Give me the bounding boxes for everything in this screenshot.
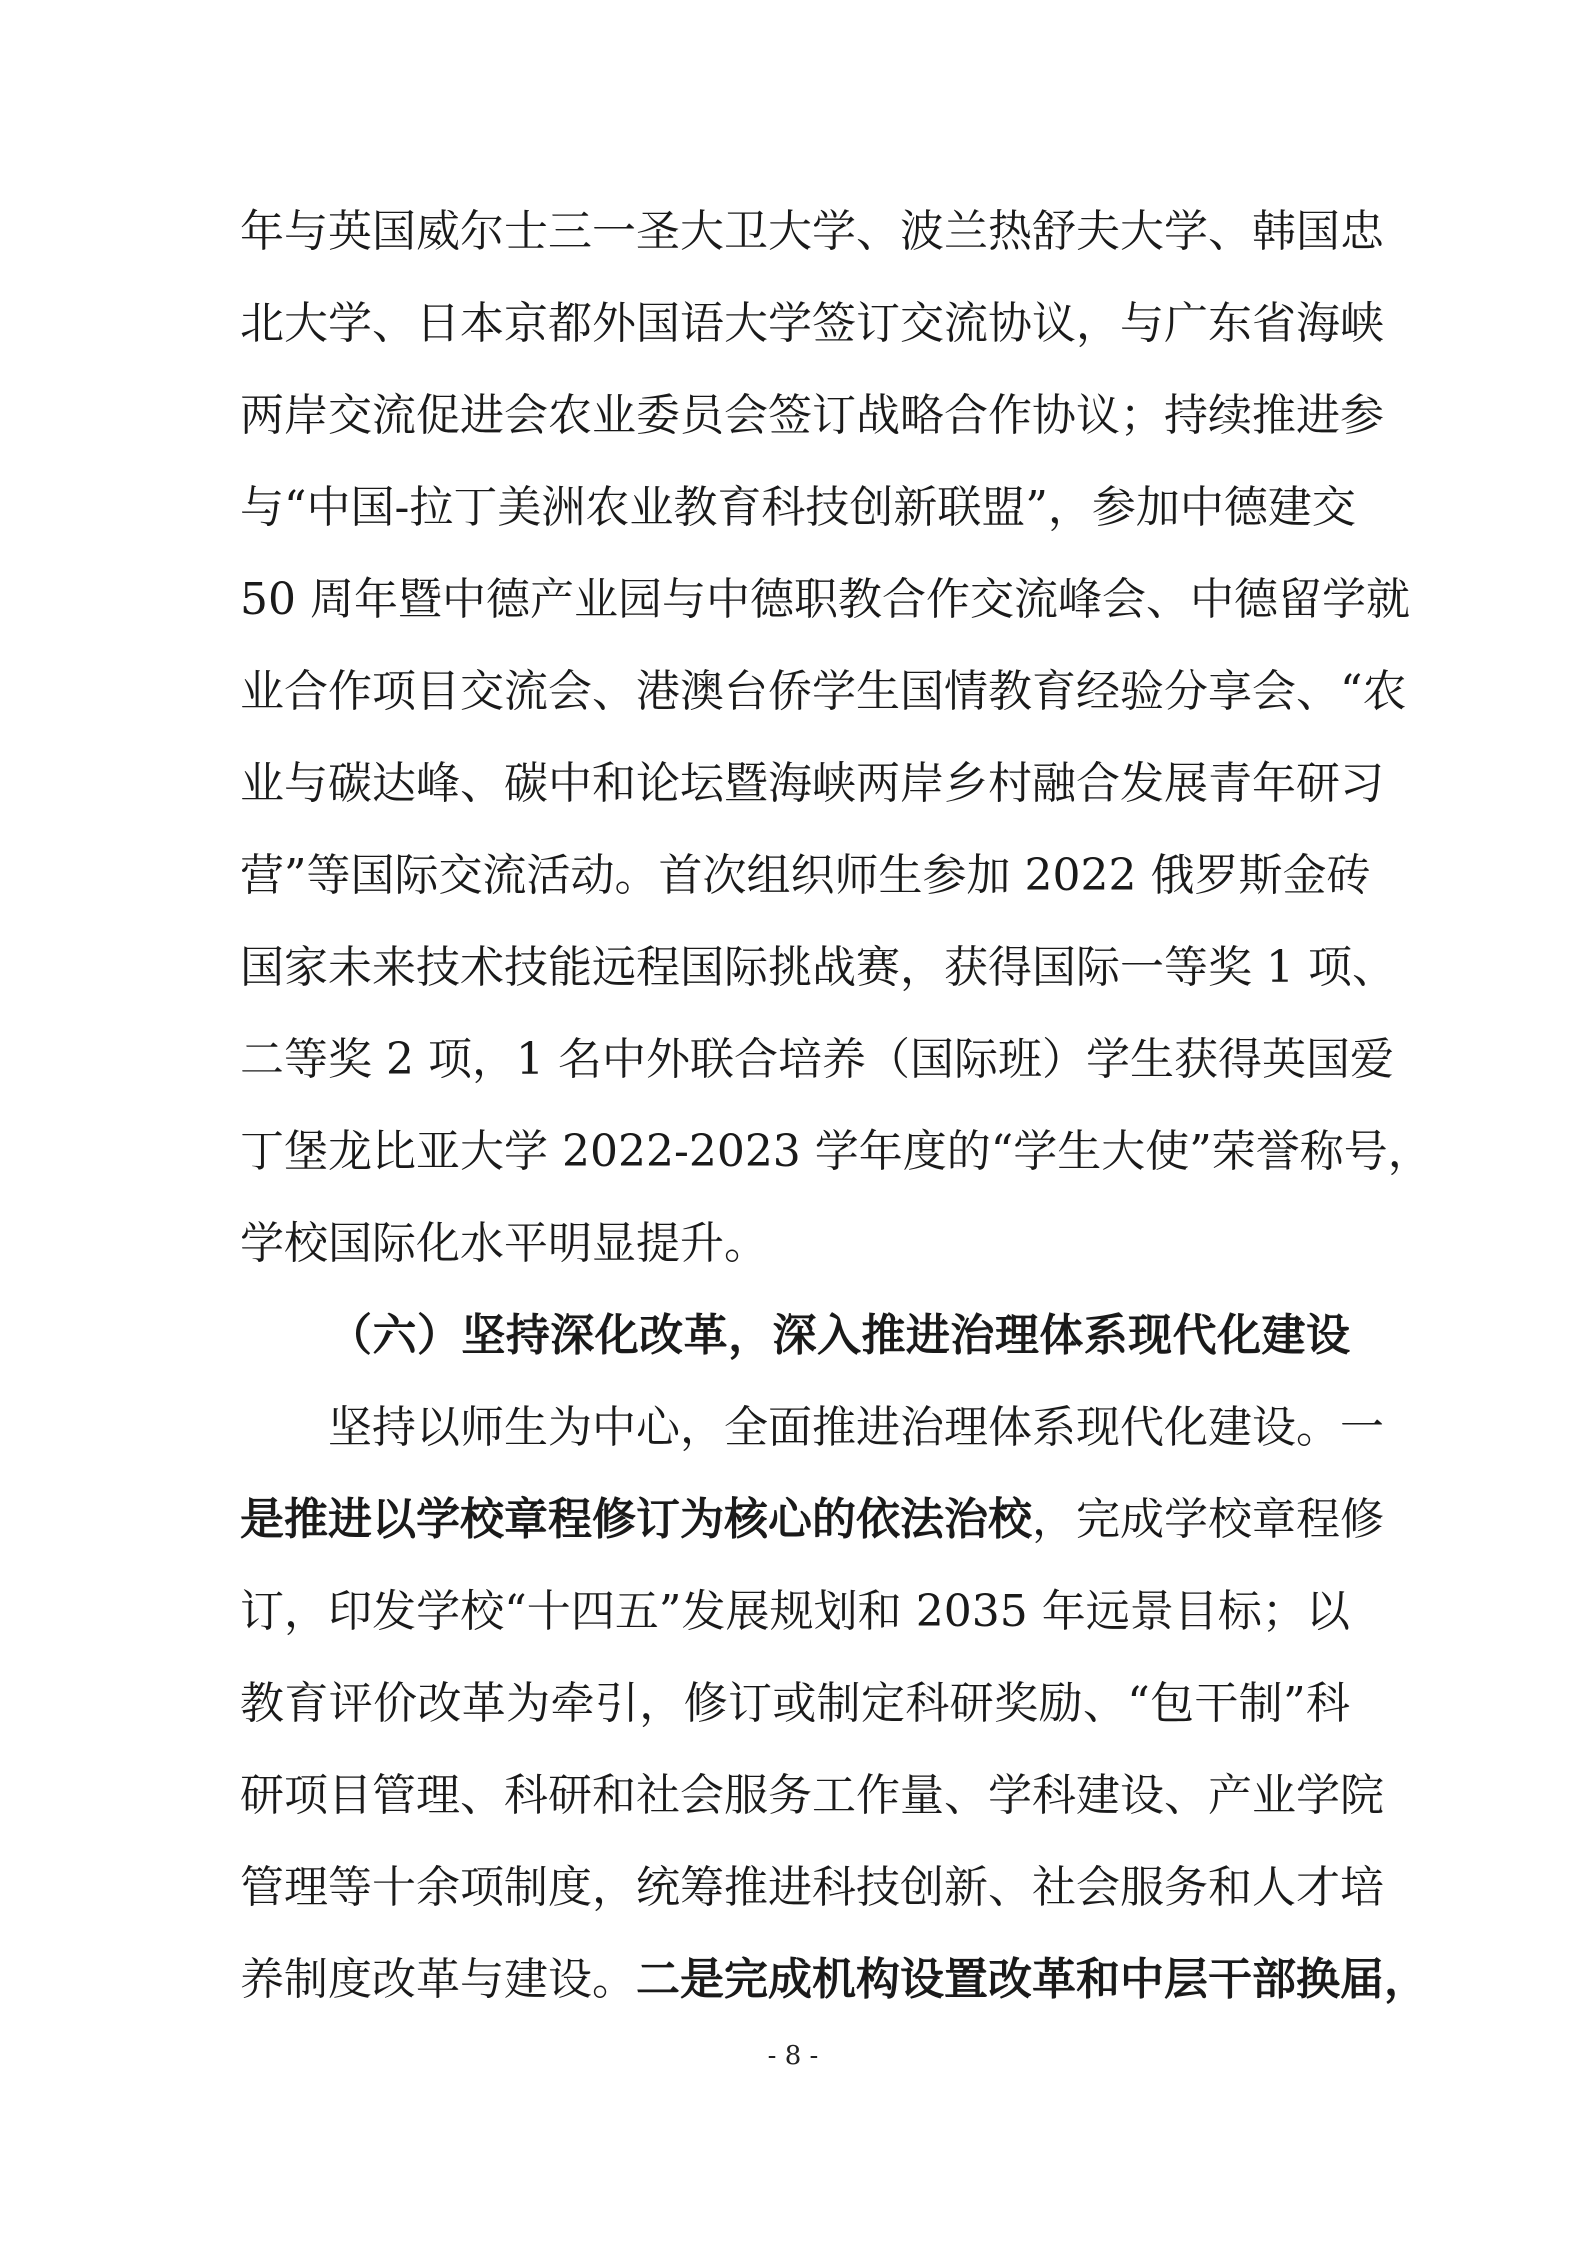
paragraph-line: 二等奖 2 项，1 名中外联合培养（国际班）学生获得英国爱 — [240, 1034, 1394, 1085]
paragraph-line: 营”等国际交流活动。首次组织师生参加 2022 俄罗斯金砖 — [240, 850, 1371, 901]
paragraph-line — [240, 1484, 1384, 1556]
paragraph-line: 学校国际化水平明显提升。 — [240, 1218, 768, 1269]
paragraph-line: 北大学、日本京都外国语大学签订交流协议，与广东省海峡 — [240, 298, 1384, 349]
paragraph-text: ，完成学校章程修 — [1032, 1494, 1384, 1545]
paragraph-line: 坚持以师生为中心，全面推进治理体系现代化建设。一 — [328, 1402, 1384, 1453]
emphasis-text: 二是完成机构设置改革和中层干部换届 — [636, 1954, 1384, 2005]
paragraph-text: ， — [1384, 1954, 1428, 2005]
paragraph-line: 管理等十余项制度，统筹推进科技创新、社会服务和人才培 — [240, 1862, 1384, 1913]
paragraph-line: 50 周年暨中德产业园与中德职教合作交流峰会、中德留学就 — [240, 574, 1410, 625]
paragraph-line: 年与英国威尔士三一圣大卫大学、波兰热舒夫大学、韩国忠 — [240, 206, 1384, 257]
paragraph-line: 教育评价改革为牵引，修订或制定科研奖励、“包干制”科 — [240, 1678, 1350, 1729]
paragraph-line: 业与碳达峰、碳中和论坛暨海峡两岸乡村融合发展青年研习 — [240, 758, 1384, 809]
emphasis-text: 是推进以学校章程修订为核心的依法治校 — [240, 1494, 1032, 1545]
paragraph-line: 业合作项目交流会、港澳台侨学生国情教育经验分享会、“农 — [240, 666, 1407, 717]
paragraph-text: 养制度改革与建设。 — [240, 1954, 636, 2005]
page-number: - 8 - — [767, 2041, 819, 2071]
paragraph-line: 与“中国-拉丁美洲农业教育科技创新联盟”，参加中德建交 — [240, 482, 1356, 533]
section-heading: （六）坚持深化改革，深入推进治理体系现代化建设 — [328, 1310, 1350, 1361]
paragraph-line: 订，印发学校“十四五”发展规划和 2035 年远景目标；以 — [240, 1586, 1350, 1637]
paragraph-line — [240, 1944, 1428, 2016]
paragraph-line: 研项目管理、科研和社会服务工作量、学科建设、产业学院 — [240, 1770, 1384, 1821]
paragraph-line: 丁堡龙比亚大学 2022-2023 学年度的“学生大使”荣誉称号， — [240, 1126, 1432, 1177]
paragraph-line: 国家未来技术技能远程国际挑战赛，获得国际一等奖 1 项、 — [240, 942, 1396, 993]
paragraph-line: 两岸交流促进会农业委员会签订战略合作协议；持续推进参 — [240, 390, 1384, 441]
